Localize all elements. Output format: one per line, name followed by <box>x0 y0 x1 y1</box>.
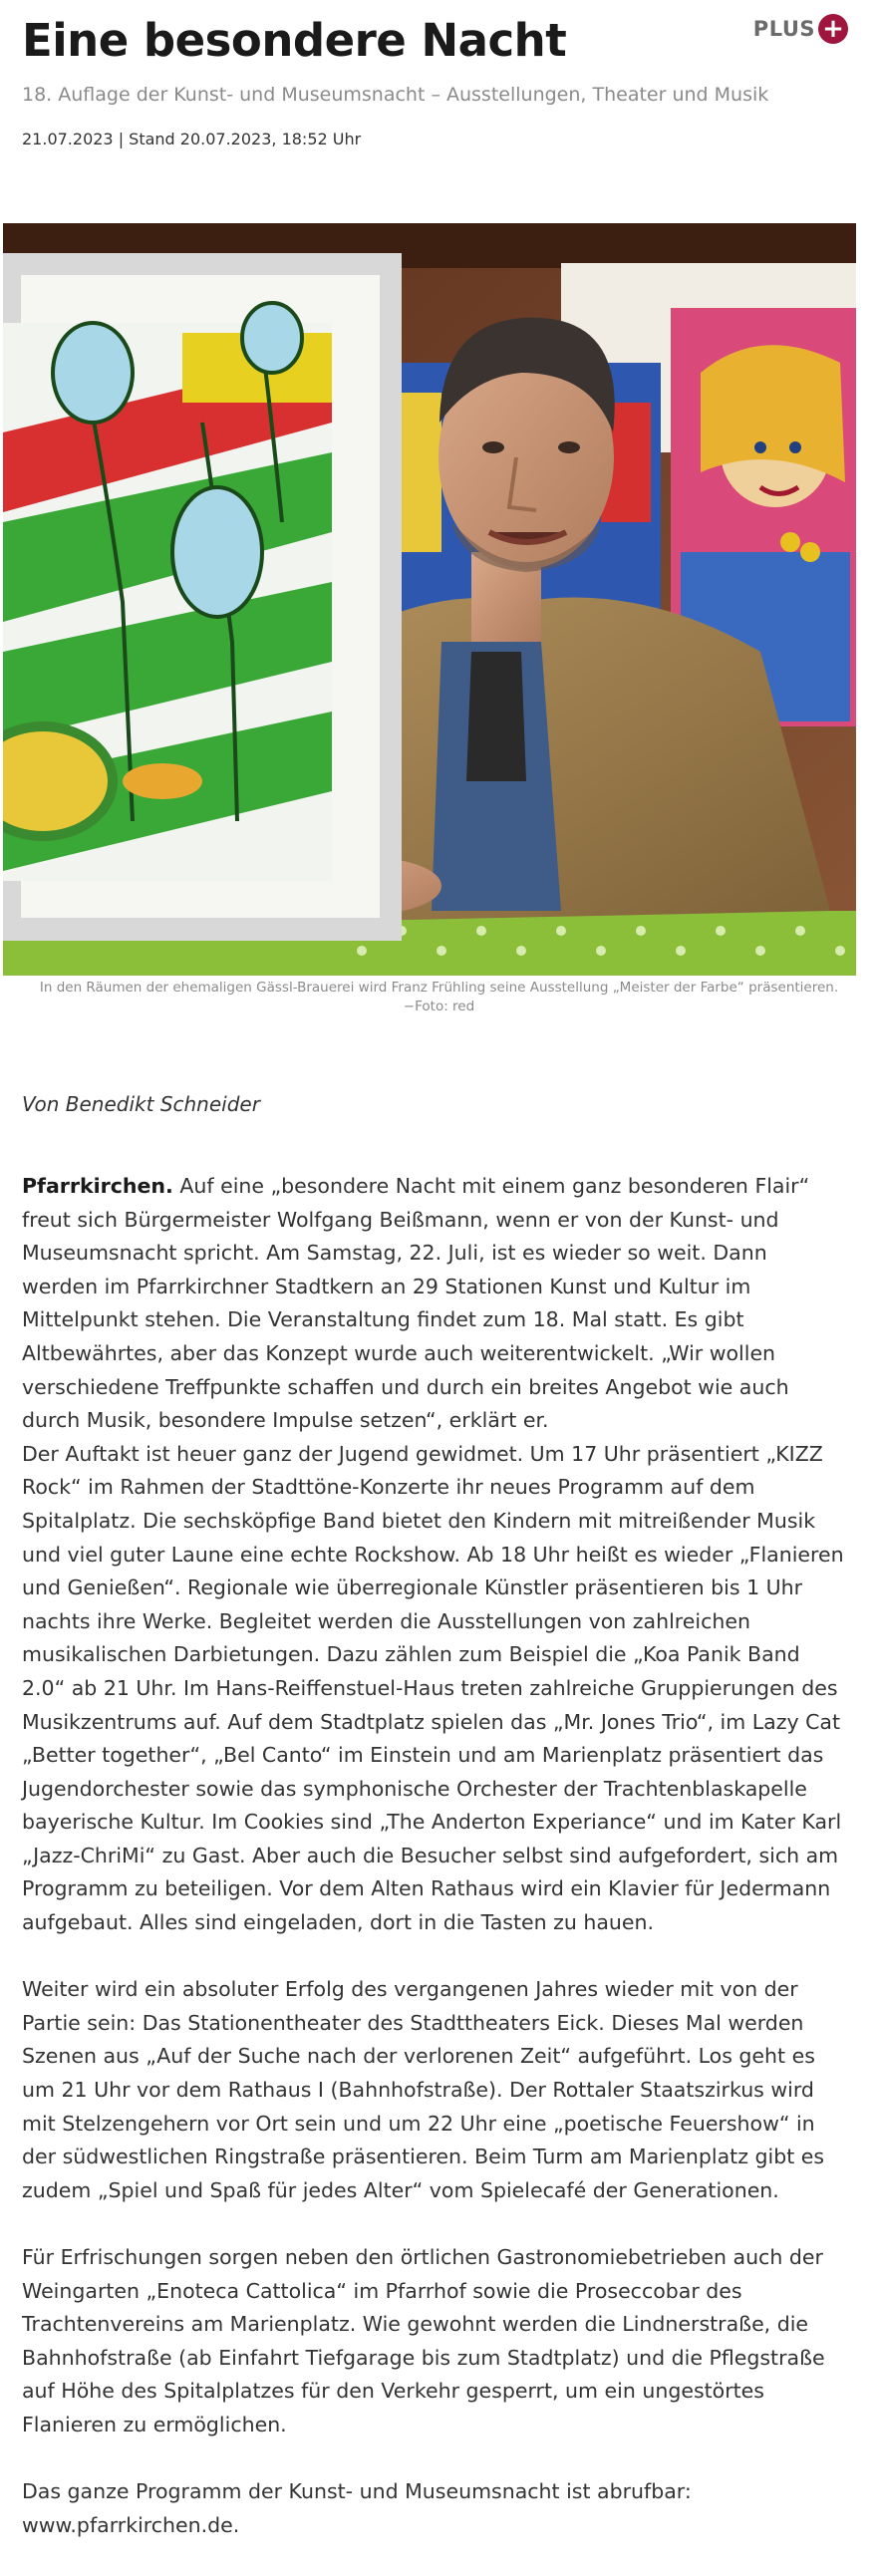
plus-label: PLUS <box>752 17 815 41</box>
photo-caption-text: In den Räumen der ehemaligen Gässl-Brauerei wird Franz Frühling seine Ausstellung „Meister der Farbe“ präsentieren. <box>39 980 839 996</box>
paragraph-1-text: Auf eine „besondere Nacht mit einem ganz besonderen Flair“ freut sich Bürgermeister Wolfgang Beißmann, wenn er von der Kunst- und Museumsnacht spricht. Am Samstag, 22. Juli, ist es wieder so weit. Dann werden im Pfarrkirchner Stadtkern an 29 Stationen Kunst und Kultur im Mittelpunkt stehen. Die Veranstaltung findet zum 18. Mal statt. Es gibt Altbewährtes, aber das Konzept wurde auch weiterentwickelt. „Wir wollen verschiedene Treffpunkte schaffen und durch ein breites Angebot wie auch durch Musik, besondere Impulse setzen“, erklärt er. <box>22 1174 810 1433</box>
photo-credit: −Foto: red <box>403 999 475 1014</box>
paragraph-2: Der Auftakt ist heuer ganz der Jugend gewidmet. Um 17 Uhr präsentiert „KIZZ Rock“ im Rahmen der Stadttöne-Konzerte ihr neues Programm auf dem Spitalplatz. Die sechsköpfige Band bietet den Kindern mit mitreißender Musik und viel guter Laune eine echte Rockshow. Ab 18 Uhr heißt es wieder „Flanieren und Genießen“. Regionale wie überregionale Künstler präsentieren bis 1 Uhr nachts ihre Werke. Begleitet werden die Ausstellungen von zahlreichen musikalischen Darbietungen. Dazu zählen zum Beispiel die „Koa Panik Band 2.0“ ab 21 Uhr. Im Hans-Reiffenstuel-Haus treten zahlreiche Gruppierungen des Musikzentrums auf. Auf dem Stadtplatz spielen das „Mr. Jones Trio“, im Lazy Cat „Better together“, „Bel Canto“ im Einstein und am Marienplatz präsentiert das Jugendorchester sowie das symphonische Orchester der Trachtenblaskapelle bayerische Kultur. Im Cookies sind „The Anderton Experiance“ und im Kater Karl „Jazz-ChriMi“ zu Gast. Aber auch die Besucher selbst sind aufgefordert, sich am Programm zu beteiligen. Vor dem Alten Rathaus wird ein Klavier für Jedermann aufgebaut. Alles sind eingeladen, dort in die Tasten zu hauen. <box>22 1441 844 1935</box>
plus-circle-icon: + <box>818 14 848 44</box>
paragraph-1 <box>22 1170 849 1438</box>
article-byline: Von Benedikt Schneider <box>22 1092 260 1116</box>
article-title: Eine besondere Nacht <box>22 14 567 67</box>
article-subtitle: 18. Auflage der Kunst- und Museumsnacht – Ausstellungen, Theater und Musik <box>22 84 769 106</box>
photo-caption <box>20 979 858 1016</box>
plus-badge[interactable] <box>753 14 848 44</box>
paragraph-5: Das ganze Programm der Kunst- und Museumsnacht ist abrufbar: www.pfarrkirchen.de. <box>22 2479 692 2537</box>
photo-illustration <box>3 223 856 976</box>
article-body <box>22 1170 849 2576</box>
article-dateline: 21.07.2023 | Stand 20.07.2023, 18:52 Uhr <box>22 130 362 148</box>
article-photo[interactable] <box>3 223 856 976</box>
dateline-place: Pfarrkirchen. <box>22 1174 173 1198</box>
paragraph-4: Für Erfrischungen sorgen neben den örtlichen Gastronomiebetrieben auch der Weingarten „Enoteca Cattolica“ im Pfarrhof sowie die Proseccobar des Trachtenvereins am Marienplatz. Wie gewohnt werden die Lindnerstraße, die Bahnhofstraße (ab Einfahrt Tiefgarage bis zum Stadtplatz) und die Pflegstraße auf Höhe des Spitalplatzes für den Verkehr gesperrt, um ein ungestörtes Flanieren zu ermöglichen. <box>22 2245 825 2436</box>
paragraph-3: Weiter wird ein absoluter Erfolg des vergangenen Jahres wieder mit von der Partie sein: Das Stationentheater des Stadttheaters Eick. Dieses Mal werden Szenen aus „Auf der Suche nach der verlorenen Zeit“ aufgeführt. Los geht es um 21 Uhr vor dem Rathaus I (Bahnhofstraße). Der Rottaler Staatszirkus wird mit Stelzengehern vor Ort sein und um 22 Uhr eine „poetische Feuershow“ in der südwestlichen Ringstraße präsentieren. Beim Turm am Marienplatz gibt es zudem „Spiel und Spaß für jedes Alter“ vom Spielecafé der Generationen. <box>22 1977 825 2202</box>
